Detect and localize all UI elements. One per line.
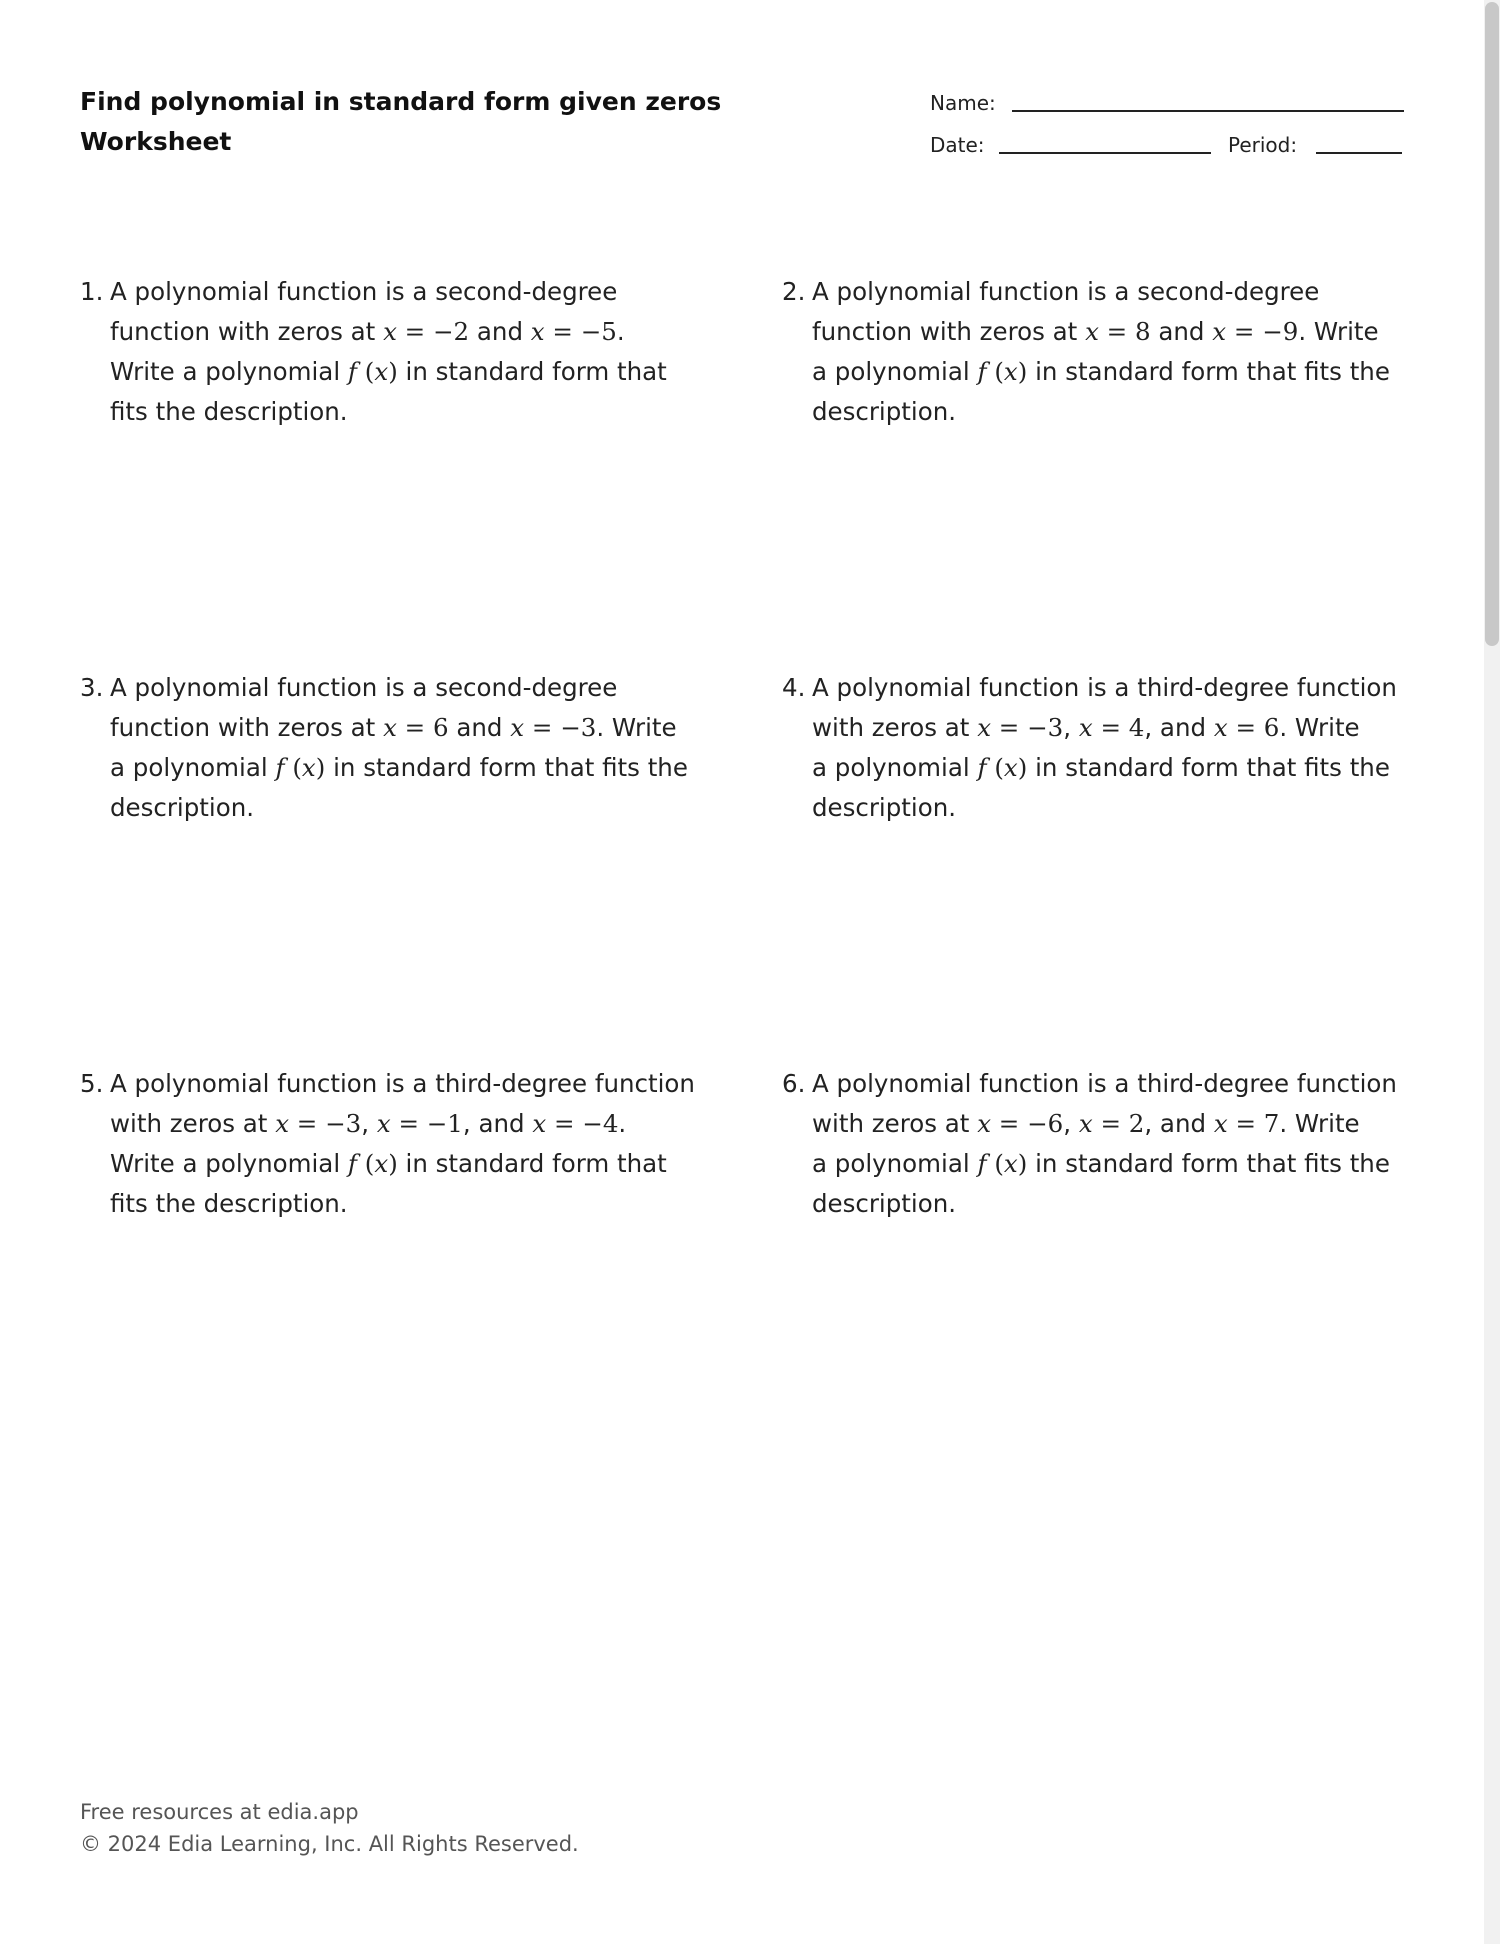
problem-text-line bbox=[812, 352, 1407, 392]
text-segment: in standard form that fits the bbox=[1027, 1149, 1390, 1178]
text-segment: a polynomial bbox=[110, 753, 276, 782]
math-variable: x bbox=[1003, 357, 1018, 386]
date-line bbox=[999, 152, 1211, 154]
problem-text bbox=[812, 668, 1407, 828]
footer-copyright: © 2024 Edia Learning, Inc. All Rights Reserved. bbox=[80, 1832, 579, 1856]
math-variable: x bbox=[1003, 1149, 1018, 1178]
math-variable: f bbox=[347, 357, 357, 386]
text-segment: . Write bbox=[596, 713, 677, 742]
math-variable: x bbox=[1078, 713, 1093, 742]
problem-text-line bbox=[110, 1064, 705, 1104]
title-line-1: Find polynomial in standard form given zeros bbox=[80, 87, 722, 116]
problem-1 bbox=[80, 272, 705, 432]
period-label: Period: bbox=[1228, 133, 1298, 157]
problem-6 bbox=[782, 1064, 1407, 1224]
problem-number: 1. bbox=[80, 277, 104, 306]
problem-text-line bbox=[812, 1184, 1407, 1224]
problem-text-line bbox=[812, 788, 1407, 828]
problem-text-line bbox=[812, 668, 1407, 708]
math-variable: x bbox=[1213, 1109, 1228, 1138]
math-expression: ) bbox=[1017, 753, 1028, 782]
text-segment: A polynomial function is a second-degree bbox=[110, 277, 618, 306]
text-segment: , bbox=[1063, 713, 1079, 742]
problem-text-line bbox=[110, 708, 705, 748]
text-segment: in standard form that fits the bbox=[1027, 357, 1390, 386]
text-segment: description. bbox=[812, 1189, 957, 1218]
problem-text-line bbox=[110, 352, 705, 392]
text-segment: description. bbox=[812, 793, 957, 822]
math-variable: x bbox=[383, 713, 397, 742]
problem-text-line bbox=[812, 1064, 1407, 1104]
math-expression: = 8 bbox=[1098, 317, 1151, 346]
text-segment: a polynomial bbox=[812, 1149, 978, 1178]
text-segment: . bbox=[616, 317, 625, 346]
math-variable: x bbox=[376, 1109, 391, 1138]
math-variable: x bbox=[977, 713, 992, 742]
math-variable: x bbox=[383, 317, 397, 346]
text-segment: a polynomial bbox=[812, 357, 978, 386]
math-variable: x bbox=[532, 1109, 547, 1138]
text-segment: in standard form that bbox=[397, 357, 667, 386]
problem-text-line bbox=[110, 788, 705, 828]
text-segment: . Write bbox=[1279, 1109, 1360, 1138]
math-expression: = −1 bbox=[390, 1109, 463, 1138]
math-expression: ( bbox=[284, 753, 302, 782]
problem-text-line bbox=[812, 312, 1407, 352]
math-expression: = −6 bbox=[991, 1109, 1064, 1138]
text-segment: A polynomial function is a second-degree bbox=[812, 277, 1320, 306]
problem-2 bbox=[782, 272, 1407, 432]
math-expression: ) bbox=[1017, 1149, 1028, 1178]
name-label: Name: bbox=[930, 91, 996, 115]
math-expression: = −4 bbox=[546, 1109, 619, 1138]
problem-text-line bbox=[812, 1104, 1407, 1144]
math-expression: ( bbox=[986, 753, 1004, 782]
math-expression: ) bbox=[315, 753, 326, 782]
text-segment: in standard form that fits the bbox=[325, 753, 688, 782]
footer-resources: Free resources at edia.app bbox=[80, 1800, 359, 1824]
problem-text-line bbox=[812, 1144, 1407, 1184]
text-segment: , and bbox=[462, 1109, 533, 1138]
period-line bbox=[1316, 152, 1402, 154]
problem-text bbox=[110, 668, 705, 828]
text-segment: A polynomial function is a second-degree bbox=[110, 673, 618, 702]
math-expression: = −3 bbox=[524, 713, 597, 742]
math-expression: = −9 bbox=[1226, 317, 1299, 346]
text-segment: . bbox=[618, 1109, 627, 1138]
math-variable: f bbox=[275, 753, 285, 782]
name-line bbox=[1012, 110, 1404, 112]
scrollbar-thumb[interactable] bbox=[1485, 2, 1499, 646]
problem-text bbox=[812, 272, 1407, 432]
math-variable: x bbox=[374, 1149, 389, 1178]
problem-text-line bbox=[812, 392, 1407, 432]
text-segment: , bbox=[361, 1109, 377, 1138]
math-expression: ) bbox=[388, 1149, 398, 1178]
problem-text-line bbox=[812, 748, 1407, 788]
text-segment: with zeros at bbox=[812, 713, 978, 742]
math-variable: x bbox=[530, 317, 545, 346]
text-segment: description. bbox=[110, 793, 255, 822]
math-expression: = 6 bbox=[1227, 713, 1280, 742]
text-segment: A polynomial function is a third-degree function bbox=[110, 1069, 695, 1098]
text-segment: . Write bbox=[1298, 317, 1379, 346]
math-expression: = −3 bbox=[991, 713, 1064, 742]
text-segment: fits the description. bbox=[110, 397, 348, 426]
text-segment: function with zeros at bbox=[110, 317, 384, 346]
math-expression: = 4 bbox=[1092, 713, 1145, 742]
problem-5 bbox=[80, 1064, 705, 1224]
text-segment: function with zeros at bbox=[812, 317, 1086, 346]
date-label: Date: bbox=[930, 133, 985, 157]
math-expression: = −3 bbox=[289, 1109, 362, 1138]
math-expression: = 6 bbox=[396, 713, 449, 742]
text-segment: in standard form that fits the bbox=[1027, 753, 1390, 782]
text-segment: A polynomial function is a third-degree function bbox=[812, 673, 1397, 702]
problem-text-line bbox=[812, 708, 1407, 748]
problem-text-line bbox=[110, 272, 705, 312]
problem-number: 4. bbox=[782, 673, 806, 702]
text-segment: , bbox=[1063, 1109, 1079, 1138]
math-variable: x bbox=[1078, 1109, 1093, 1138]
math-variable: x bbox=[510, 713, 525, 742]
math-variable: f bbox=[977, 357, 987, 386]
math-variable: x bbox=[1212, 317, 1227, 346]
text-segment: description. bbox=[812, 397, 957, 426]
math-variable: f bbox=[347, 1149, 357, 1178]
problem-number: 6. bbox=[782, 1069, 806, 1098]
math-variable: x bbox=[374, 357, 389, 386]
problem-text-line bbox=[110, 1184, 705, 1224]
text-segment: Write a polynomial bbox=[110, 1149, 348, 1178]
problem-text-line bbox=[110, 312, 705, 352]
text-segment: in standard form that bbox=[397, 1149, 667, 1178]
text-segment: fits the description. bbox=[110, 1189, 348, 1218]
text-segment: with zeros at bbox=[110, 1109, 276, 1138]
text-segment: Write a polynomial bbox=[110, 357, 348, 386]
math-expression: ) bbox=[1017, 357, 1028, 386]
math-expression: ( bbox=[986, 1149, 1004, 1178]
footer bbox=[80, 1796, 579, 1860]
title-line-2: Worksheet bbox=[80, 127, 232, 156]
math-expression: ) bbox=[388, 357, 398, 386]
math-variable: x bbox=[1213, 713, 1228, 742]
text-segment: , and bbox=[1144, 1109, 1214, 1138]
text-segment: function with zeros at bbox=[110, 713, 384, 742]
math-variable: x bbox=[977, 1109, 992, 1138]
problem-text-line bbox=[110, 668, 705, 708]
worksheet-title bbox=[80, 82, 721, 162]
text-segment: , and bbox=[1144, 713, 1214, 742]
problem-4 bbox=[782, 668, 1407, 828]
problem-text bbox=[110, 1064, 705, 1224]
math-expression: = −2 bbox=[396, 317, 470, 346]
problem-text bbox=[110, 272, 705, 432]
math-variable: x bbox=[1003, 753, 1018, 782]
problem-number: 5. bbox=[80, 1069, 104, 1098]
math-expression: = 2 bbox=[1092, 1109, 1145, 1138]
problem-text-line bbox=[110, 1104, 705, 1144]
math-expression: = −5 bbox=[544, 317, 617, 346]
math-variable: x bbox=[301, 753, 316, 782]
math-variable: x bbox=[275, 1109, 290, 1138]
text-segment: A polynomial function is a third-degree function bbox=[812, 1069, 1397, 1098]
problem-text-line bbox=[110, 748, 705, 788]
text-segment: with zeros at bbox=[812, 1109, 978, 1138]
math-variable: f bbox=[977, 1149, 987, 1178]
math-expression: ( bbox=[357, 357, 375, 386]
text-segment: and bbox=[448, 713, 511, 742]
math-variable: f bbox=[977, 753, 987, 782]
text-segment: a polynomial bbox=[812, 753, 978, 782]
math-expression: = 7 bbox=[1227, 1109, 1280, 1138]
problem-number: 3. bbox=[80, 673, 104, 702]
text-segment: and bbox=[1150, 317, 1213, 346]
text-segment: and bbox=[469, 317, 531, 346]
text-segment: . Write bbox=[1279, 713, 1360, 742]
problem-text-line bbox=[110, 392, 705, 432]
math-expression: ( bbox=[986, 357, 1004, 386]
problem-text-line bbox=[110, 1144, 705, 1184]
problem-3 bbox=[80, 668, 705, 828]
problem-text bbox=[812, 1064, 1407, 1224]
math-expression: ( bbox=[357, 1149, 375, 1178]
problem-text-line bbox=[812, 272, 1407, 312]
math-variable: x bbox=[1085, 317, 1099, 346]
problem-number: 2. bbox=[782, 277, 806, 306]
